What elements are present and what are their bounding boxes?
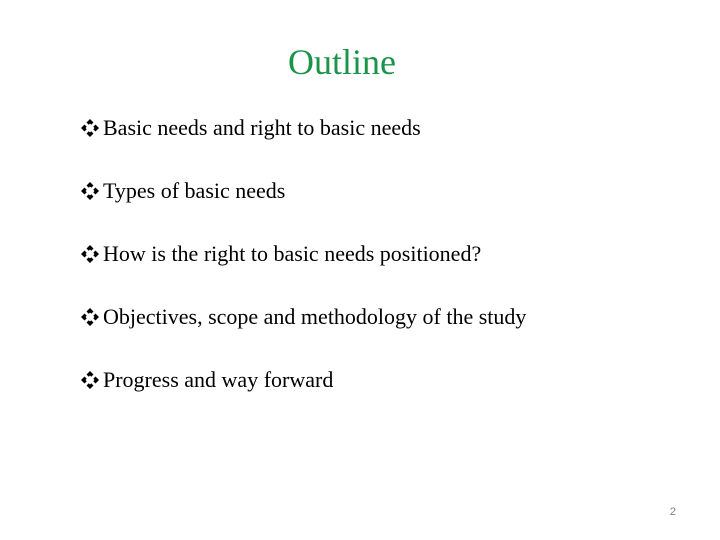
list-item [80,360,526,400]
bullet-text: Objectives, scope and methodology of the study [103,304,527,329]
diamond-quad-bullet-icon [80,118,100,138]
bullet-text: Types of basic needs [103,178,286,203]
list-item [80,171,526,211]
bullet-text: How is the right to basic needs positioned? [103,241,482,266]
diamond-quad-bullet-icon [80,307,100,327]
bullet-text: Progress and way forward [103,367,334,392]
diamond-quad-bullet-icon [80,181,100,201]
diamond-quad-bullet-icon [80,244,100,264]
bullet-list [80,108,526,423]
list-item [80,108,526,148]
bullet-text: Basic needs and right to basic needs [103,115,421,140]
diamond-quad-bullet-icon [80,370,100,390]
slide-title: Outline [288,42,396,82]
list-item [80,234,526,274]
list-item [80,297,526,337]
page-number: 2 [669,506,676,518]
